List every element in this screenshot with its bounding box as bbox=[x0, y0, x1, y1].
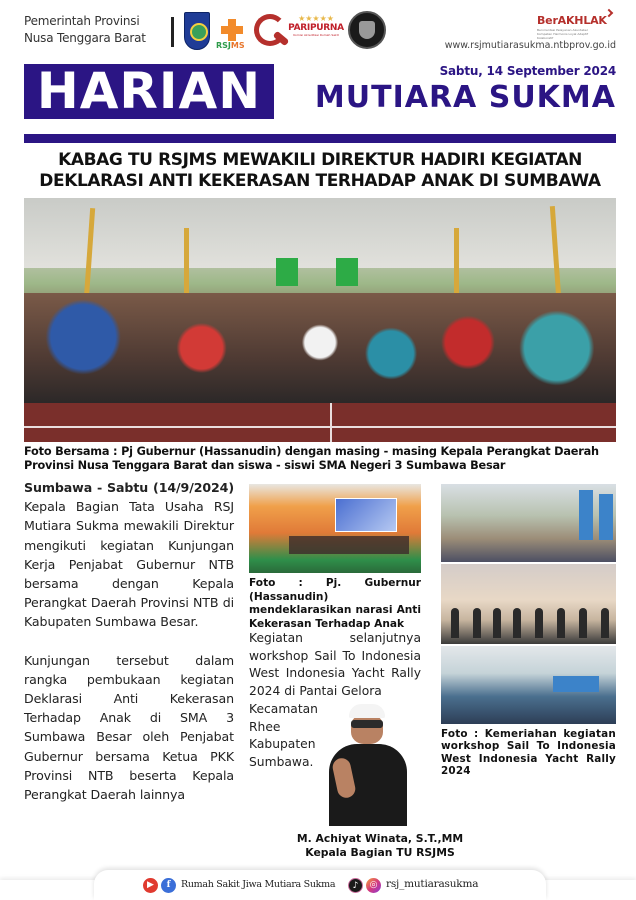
person-name: M. Achiyat Winata, S.T.,MM bbox=[296, 832, 464, 845]
seaside-audience-photo bbox=[441, 646, 616, 724]
stage-banner bbox=[335, 498, 397, 532]
photo-green-panel bbox=[336, 258, 358, 286]
masthead-harian: HARIAN bbox=[24, 64, 274, 119]
tiktok-icon[interactable]: ♪ bbox=[348, 878, 363, 893]
declaration-stage-photo bbox=[249, 484, 421, 573]
person-figure bbox=[451, 608, 459, 638]
government-line-1: Pemerintah Provinsi bbox=[24, 14, 140, 28]
portrait-cap bbox=[349, 704, 385, 718]
photo-court-line bbox=[24, 426, 616, 428]
person-figure bbox=[601, 608, 609, 638]
article-body-left bbox=[24, 478, 234, 823]
yacht-rally-photo-collage bbox=[441, 484, 616, 724]
person-credit bbox=[280, 832, 480, 859]
main-photo-caption: Foto Bersama : Pj Gubernur (Hassanudin) dengan masing - masing Kepala Perangkat Daerah Provinsi Nusa Tenggara Barat dan siswa - siswi SMA Negeri 3 Sumbawa Besar bbox=[24, 445, 599, 472]
government-line-2: Nusa Tenggara Barat bbox=[24, 31, 146, 45]
person-portrait bbox=[327, 704, 409, 826]
paripurna-logo bbox=[288, 14, 344, 46]
header-divider bbox=[171, 17, 174, 47]
headline-line-2: DEKLARASI ANTI KEKERASAN TERHADAP ANAK DI SUMBAWA bbox=[39, 171, 601, 191]
person-figure bbox=[513, 608, 521, 638]
top-header bbox=[0, 0, 636, 58]
photo-beam bbox=[184, 228, 189, 298]
kars-q-logo-icon bbox=[254, 14, 286, 46]
berakhlak-logo-text: BerAKHLAK bbox=[537, 14, 607, 27]
paragraph-3-tail-3: Kabupaten bbox=[249, 737, 316, 752]
paragraph-1 bbox=[24, 478, 234, 632]
portrait-sunglasses bbox=[351, 720, 383, 728]
photo-green-panel bbox=[276, 258, 298, 286]
photo-roof bbox=[24, 198, 616, 268]
website-link[interactable]: www.rsjmutiarasukma.ntbprov.go.id bbox=[444, 40, 616, 51]
hospital-seal-icon bbox=[348, 11, 386, 49]
dateline: Sumbawa - Sabtu (14/9/2024) bbox=[24, 480, 234, 495]
person-figure bbox=[473, 608, 481, 638]
person-title: Kepala Bagian TU RSJMS bbox=[305, 845, 455, 859]
headline-line-1: KABAG TU RSJMS MEWAKILI DIREKTUR HADIRI KEGIATAN bbox=[58, 150, 582, 170]
person-figure bbox=[557, 608, 565, 638]
paragraph-3-tail-2: Rhee bbox=[249, 719, 281, 734]
paragraph-3-main: Kegiatan selanjutnya workshop Sail To Indonesia West Indonesia Yacht Rally 2024 di Pantai Gelora bbox=[249, 631, 421, 699]
photo-floor bbox=[24, 403, 616, 442]
person-figure bbox=[535, 608, 543, 638]
stage-seats bbox=[289, 536, 409, 554]
photo-crowd bbox=[24, 293, 616, 403]
event-banner bbox=[579, 490, 593, 540]
masthead-rule bbox=[24, 134, 616, 143]
person-figure bbox=[579, 608, 587, 638]
person-figure bbox=[493, 608, 501, 638]
beach-dance-photo bbox=[441, 484, 616, 562]
paragraph-1-body: Kepala Bagian Tata Usaha RSJ Mutiara Sukma mewakili Direktur mengikuti kegiatan Kunjungan Kerja Penjabat Gubernur NTB bersama dengan Kepala Perangkat Daerah Provinsi NTB di Kabupaten Sumbawa Besar. bbox=[24, 499, 234, 630]
main-group-photo bbox=[24, 198, 616, 442]
government-label bbox=[24, 13, 146, 47]
group-celebration-photo bbox=[441, 564, 616, 644]
ntb-province-emblem-icon bbox=[184, 12, 210, 50]
photo-court-line bbox=[330, 403, 332, 442]
paragraph-3-tail-4: Sumbawa. bbox=[249, 754, 314, 769]
footer-hospital-name[interactable]: Rumah Sakit Jiwa Mutiara Sukma bbox=[181, 879, 336, 890]
berakhlak-subtext: Berorientasi Pelayanan Akuntabel Kompeten Harmonis Loyal Adaptif Kolaboratif bbox=[537, 28, 589, 40]
rsjms-logo-icon bbox=[216, 11, 248, 51]
paripurna-subtext: Komisi Akreditasi Rumah Sakit bbox=[293, 33, 339, 37]
right-photo-caption: Foto : Kemeriahan kegiatan workshop Sail To Indonesia West Indonesia Yacht Rally 2024 bbox=[441, 728, 616, 778]
paripurna-text: PARIPURNA bbox=[288, 23, 344, 33]
paragraph-3-tail-1: Kecamatan bbox=[249, 701, 318, 716]
newspaper-name: MUTIARA SUKMA bbox=[314, 80, 616, 115]
portrait-face bbox=[351, 714, 383, 744]
paragraph-2: Kunjungan tersebut dalam rangka pembukaan kegiatan Deklarasi Anti Kekerasan Terhadap Anak di SMA 3 Sumbawa Besar oleh Penjabat Gubernur bersama Ketua PKK Provinsi NTB beserta Kepala Perangkat Daerah lainnya bbox=[24, 652, 234, 803]
article-headline bbox=[20, 150, 620, 192]
facebook-icon[interactable]: f bbox=[161, 878, 176, 893]
event-banner bbox=[599, 494, 613, 540]
masthead bbox=[24, 64, 616, 120]
issue-date: Sabtu, 14 September 2024 bbox=[439, 64, 616, 78]
instagram-icon[interactable]: ◎ bbox=[366, 878, 381, 893]
footer-social-handle[interactable]: rsj_mutiarasukma bbox=[386, 878, 479, 890]
photo-beam bbox=[454, 228, 459, 298]
youtube-icon[interactable]: ▶ bbox=[143, 878, 158, 893]
star-rating-icon: ★★★★★ bbox=[298, 14, 334, 23]
rsjms-logo-text: RSJMS bbox=[216, 41, 245, 50]
middle-photo-caption: Foto : Pj. Gubernur (Hassanudin) mendeklarasikan narasi Anti Kekerasan Terhadap Anak bbox=[249, 577, 421, 630]
medical-cross-icon bbox=[221, 19, 243, 41]
event-booth bbox=[553, 676, 599, 692]
